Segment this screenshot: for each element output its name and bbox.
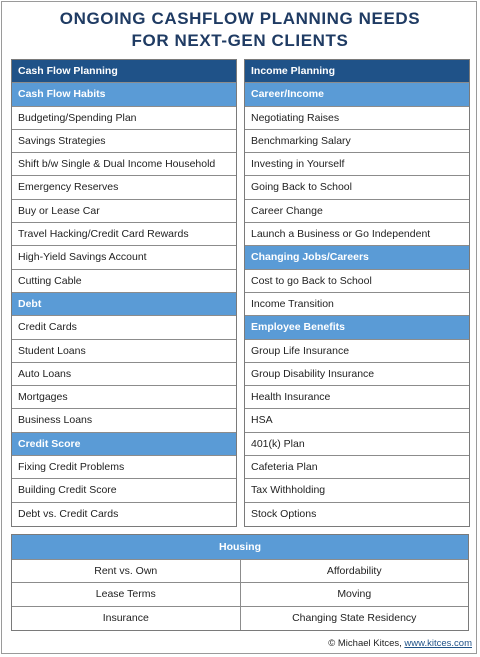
table-row: Career Change	[245, 200, 469, 223]
table-row: High-Yield Savings Account	[12, 246, 236, 269]
table-row: Travel Hacking/Credit Card Rewards	[12, 223, 236, 246]
housing-table	[11, 534, 469, 631]
section-subheader: Cash Flow Habits	[12, 83, 236, 106]
table-row: Tax Withholding	[245, 479, 469, 502]
table-row: Emergency Reserves	[12, 176, 236, 199]
table-row: Group Life Insurance	[245, 340, 469, 363]
housing-cell: Lease Terms	[12, 583, 241, 605]
table-row: Negotiating Raises	[245, 107, 469, 130]
table-row: Going Back to School	[245, 176, 469, 199]
housing-cell: Changing State Residency	[292, 611, 417, 624]
table-row: HSA	[245, 409, 469, 432]
table-row: Buy or Lease Car	[12, 200, 236, 223]
housing-header: Housing	[12, 535, 468, 560]
table-row: Cafeteria Plan	[245, 456, 469, 479]
table-row: Building Credit Score	[12, 479, 236, 502]
table-row: Budgeting/Spending Plan	[12, 107, 236, 130]
cash-flow-planning-table	[11, 59, 237, 527]
table-row: Fixing Credit Problems	[12, 456, 236, 479]
copyright-credit	[328, 638, 472, 649]
section-subheader: Debt	[12, 293, 236, 316]
section-subheader: Employee Benefits	[245, 316, 469, 339]
housing-row	[12, 607, 468, 630]
credit-text: © Michael Kitces,	[328, 638, 405, 649]
table-row: Launch a Business or Go Independent	[245, 223, 469, 246]
table-row: Benchmarking Salary	[245, 130, 469, 153]
title-line-2: FOR NEXT-GEN CLIENTS	[131, 31, 349, 50]
table-row: Debt vs. Credit Cards	[12, 503, 236, 526]
housing-cell: Affordability	[326, 565, 382, 577]
section-subheader: Credit Score	[12, 433, 236, 456]
section-subheader: Changing Jobs/Careers	[245, 246, 469, 269]
table-row: Business Loans	[12, 409, 236, 432]
table-row: Group Disability Insurance	[245, 363, 469, 386]
page-title	[0, 8, 480, 52]
table-row: Health Insurance	[245, 386, 469, 409]
income-planning-header: Income Planning	[245, 60, 469, 83]
table-row: Auto Loans	[12, 363, 236, 386]
table-row: Mortgages	[12, 386, 236, 409]
table-row: Shift b/w Single & Dual Income Household	[12, 153, 236, 176]
housing-row	[12, 583, 468, 606]
housing-cell: Moving	[337, 588, 372, 601]
kitces-link[interactable]: www.kitces.com	[404, 638, 472, 649]
cash-flow-planning-header: Cash Flow Planning	[12, 60, 236, 83]
table-row: 401(k) Plan	[245, 433, 469, 456]
income-planning-table	[244, 59, 470, 527]
table-row: Student Loans	[12, 340, 236, 363]
table-row: Income Transition	[245, 293, 469, 316]
table-row: Cutting Cable	[12, 270, 236, 293]
housing-row	[12, 560, 468, 583]
table-row: Investing in Yourself	[245, 153, 469, 176]
section-subheader: Career/Income	[245, 83, 469, 106]
table-row: Stock Options	[245, 503, 469, 526]
table-row: Cost to go Back to School	[245, 270, 469, 293]
housing-cell: Rent vs. Own	[12, 560, 241, 582]
table-row: Savings Strategies	[12, 130, 236, 153]
housing-cell: Insurance	[12, 607, 241, 630]
table-row: Credit Cards	[12, 316, 236, 339]
title-line-1: ONGOING CASHFLOW PLANNING NEEDS	[59, 9, 421, 28]
